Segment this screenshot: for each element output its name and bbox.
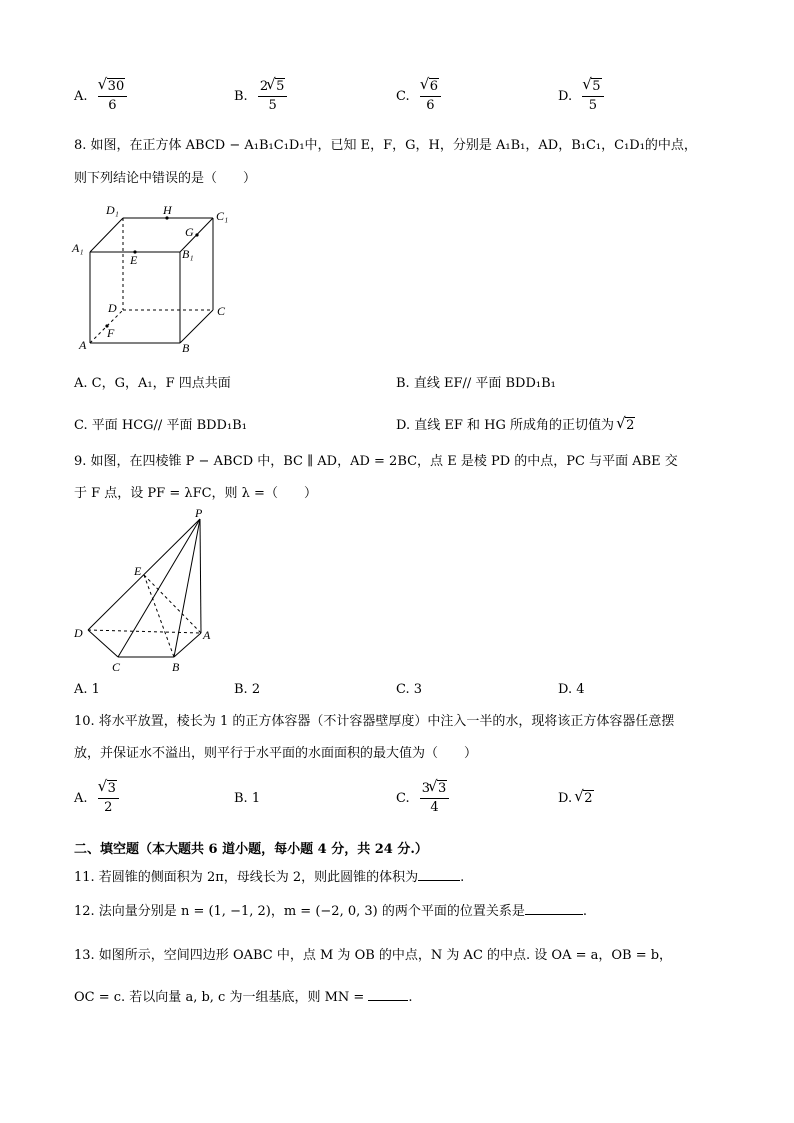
- denominator: 6: [108, 98, 117, 113]
- q13-end: .: [408, 990, 413, 1005]
- q10-option-d: [558, 790, 594, 807]
- q12: [74, 902, 587, 922]
- label-B: B: [172, 660, 180, 674]
- q7-option-c: [396, 78, 441, 115]
- sqrt: √ 2: [625, 417, 635, 434]
- q10-option-b: B. 1: [234, 791, 261, 806]
- sqrt: √ 5: [591, 78, 601, 95]
- q10-stem-line-1: 10. 将水平放置，棱长为 1 的正方体容器（不计容器壁厚度）中注入一半的水，现将该正方体容器任意摆: [74, 714, 675, 729]
- fraction: [258, 78, 288, 115]
- fraction: [98, 78, 128, 115]
- q9-option-c: C. 3: [396, 682, 423, 697]
- answer-blank[interactable]: [525, 902, 583, 915]
- label-B: B: [182, 341, 190, 355]
- q9-option-b: B. 2: [234, 682, 261, 697]
- label-G: G: [185, 225, 194, 239]
- label-H: H: [163, 203, 172, 217]
- fraction: [98, 780, 119, 817]
- q8-cube-figure: [70, 200, 240, 360]
- q13-line-2: [74, 988, 412, 1008]
- answer-blank[interactable]: [368, 988, 408, 1001]
- label-B1: B₁: [182, 247, 194, 261]
- label-P: P: [195, 506, 203, 520]
- label-F: F: [107, 326, 115, 340]
- q12-text: 12. 法向量分别是 n = (1, −1, 2)，m = (−2, 0, 3) 的两个平面的位置关系是: [74, 904, 525, 919]
- label-D1: D₁: [106, 203, 119, 217]
- q7-option-d: [558, 78, 604, 115]
- q12-end: .: [582, 904, 587, 919]
- label-C: C: [217, 304, 226, 318]
- q11: [74, 868, 464, 888]
- option-label: D.: [558, 89, 573, 104]
- q9-option-d: D. 4: [558, 682, 585, 697]
- option-label: B.: [234, 89, 248, 104]
- q13-text: OC = c. 若以向量 a, b, c 为一组基底，则 MN =: [74, 990, 365, 1005]
- label-D: D: [74, 626, 83, 640]
- label-E: E: [134, 564, 142, 578]
- fraction: [582, 78, 603, 115]
- fraction: [420, 780, 450, 817]
- q8-option-d: [396, 416, 635, 436]
- denominator: 5: [268, 98, 277, 113]
- label-E: E: [130, 253, 138, 267]
- label-A: A: [79, 338, 87, 352]
- q10-stem-line-2: 放，并保证水不溢出，则平行于水平面的水面面积的最大值为（ ）: [74, 746, 478, 761]
- coefficient: 2: [259, 79, 269, 94]
- section-title: 二、填空题（本大题共 6 道小题，每小题 4 分，共 24 分.）: [74, 842, 428, 857]
- answer-blank[interactable]: [418, 868, 460, 881]
- option-label: A.: [74, 89, 88, 104]
- denominator: 4: [430, 800, 439, 815]
- option-label: D.: [558, 791, 573, 806]
- label-A: A: [203, 628, 211, 642]
- option-label: C.: [396, 89, 410, 104]
- q9-stem-line-2: 于 F 点，设 PF = λFC，则 λ =（ ）: [74, 486, 317, 501]
- label-C: C: [112, 660, 121, 674]
- option-label: C.: [396, 791, 410, 806]
- coefficient: 3: [421, 781, 431, 796]
- denominator: 2: [104, 800, 113, 815]
- label-C1: C₁: [216, 209, 229, 223]
- q8-option-b: B. 直线 EF// 平面 BDD₁B₁: [396, 376, 556, 391]
- q9-option-a: A. 1: [74, 682, 100, 697]
- q8-stem-line-2: 则下列结论中错误的是（ ）: [74, 171, 257, 186]
- q8-option-c: C. 平面 HCG// 平面 BDD₁B₁: [74, 418, 247, 433]
- denominator: 6: [426, 98, 435, 113]
- sqrt: √ 6: [429, 78, 439, 95]
- q10-option-a: [74, 780, 119, 817]
- q9-stem-line-1: 9. 如图，在四棱锥 P − ABCD 中，BC ∥ AD，AD = 2BC，点 E 是棱 PD 的中点，PC 与平面 ABE 交: [74, 454, 678, 469]
- q11-text: 11. 若圆锥的侧面积为 2π，母线长为 2，则此圆锥的体积为: [74, 870, 419, 885]
- option-label: A.: [74, 791, 88, 806]
- q13-line-1: 13. 如图所示，空间四边形 OABC 中，点 M 为 OB 的中点，N 为 AC 的中点. 设 OA = a，OB = b，: [74, 948, 673, 963]
- q8-option-a: A. C，G，A₁，F 四点共面: [74, 376, 231, 391]
- option-text: D. 直线 EF 和 HG 所成角的正切值为: [396, 418, 614, 433]
- denominator: 5: [588, 98, 598, 113]
- q8-stem-line-1: 8. 如图，在正方体 ABCD − A₁B₁C₁D₁中，已知 E，F，G，H，分别是 A₁B₁，AD，B₁C₁，C₁D₁的中点，: [74, 138, 697, 153]
- q7-option-b: [234, 78, 287, 115]
- q11-end: .: [460, 870, 465, 885]
- label-D: D: [108, 301, 117, 315]
- q10-option-c: [396, 780, 449, 817]
- sqrt: √ 30: [107, 78, 126, 95]
- sqrt: √ 5: [275, 78, 285, 95]
- sqrt: √ 2: [583, 790, 593, 807]
- sqrt: √ 3: [437, 780, 447, 797]
- sqrt: √ 3: [107, 780, 117, 797]
- fraction: [420, 78, 441, 115]
- label-A1: A₁: [72, 241, 84, 255]
- q7-option-a: [74, 78, 127, 115]
- q9-pyramid-figure: [70, 505, 220, 675]
